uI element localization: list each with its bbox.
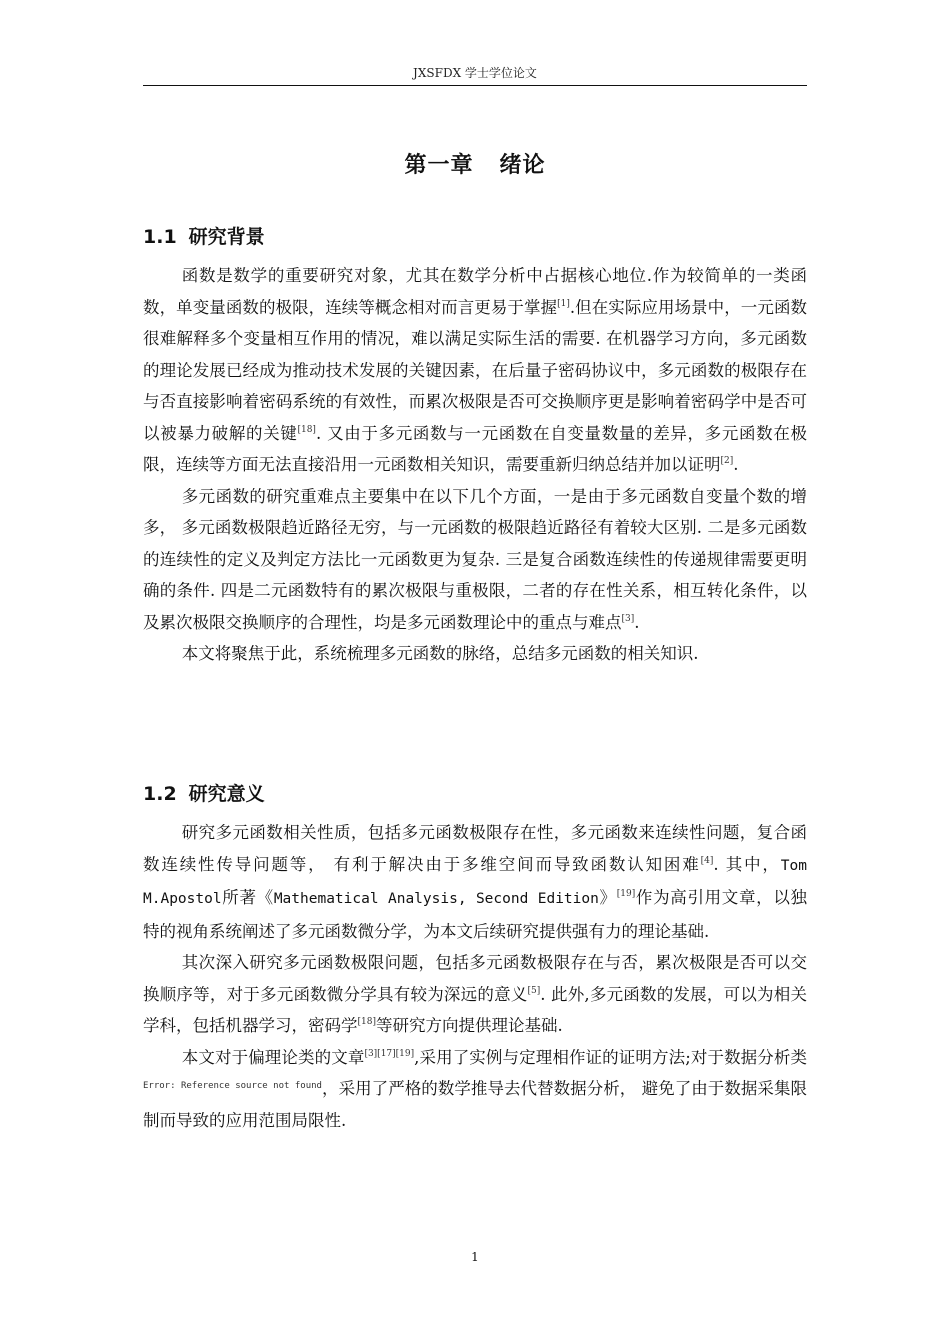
citation: [5] — [527, 985, 541, 996]
section-number: 1.2 — [143, 783, 177, 805]
text-run: 》 — [598, 888, 617, 907]
section-heading-1-1 — [143, 222, 265, 249]
text-run: . 此外,多元函数的发展，可以为相关学科，包括机器学习，密码学 — [143, 984, 807, 1035]
chapter-title — [143, 148, 807, 179]
section-1-2-body — [143, 817, 807, 1136]
broken-reference: Error: Reference source not found — [143, 1081, 322, 1091]
citation: [19] — [616, 889, 636, 899]
author-name: Tom M.Apostol — [143, 857, 807, 907]
text-run: 其次深入研究多元函数极限问题，包括多元函数极限存在与否，累次极限是否可以交换顺序等，对于多元函数微分学具有较为深远的意义 — [143, 953, 807, 1004]
citation: [4] — [700, 855, 714, 866]
header-rule — [143, 85, 807, 86]
text-run: ,采用了实例与定理相作证的证明方法;对于数据分析类 — [414, 1047, 807, 1067]
paragraph — [143, 1042, 807, 1137]
text-run: 所著《 — [221, 888, 274, 907]
citation: [1] — [557, 298, 570, 309]
text-run: . 又由于多元函数与一元函数在自变量数量的差异，多元函数在极限，连续等方面无法直接沿用一元函数相关知识，需要重新归纳总结并加以证明 — [143, 423, 807, 474]
page-number: 1 — [471, 1250, 479, 1264]
text-run: 研究多元函数相关性质，包括多元函数极限存在性，多元函数来连续性问题，复合函数连续性传导问题等， 有利于解决由于多维空间而导致函数认知困难 — [143, 823, 807, 874]
text-run: .但在实际应用场景中，一元函数很难解释多个变量相互作用的情况，难以满足实际生活的需要. 在机器学习方向，多元函数的理论发展已经成为推动技术发展的关键因素，在后量子密码协议中，多元函数的极限存在与否直接影响着密码系统的有效性，而累次极限是否可交换顺序更是影响着密码学中是否可以被暴力破解的关键 — [143, 297, 808, 443]
text-run: . — [634, 612, 640, 632]
citation: [2] — [720, 456, 734, 466]
paragraph — [143, 817, 807, 947]
section-title: 研究意义 — [188, 783, 265, 805]
text-run: 函数是数学的重要研究对象，尤其在数学分析中占据核心地位.作为较简单的一类函数，单变量函数的极限，连续等概念相对而言更易于掌握 — [143, 266, 807, 317]
text-run: . — [733, 455, 739, 474]
text-run: 作为高引用文章，以独特的视角系统阐述了多元函数微分学，为本文后续研究提供强有力的理论基础. — [143, 888, 808, 941]
chapter-number: 第一章 — [404, 153, 474, 178]
section-title: 研究背景 — [188, 226, 265, 248]
text-run: 本文对于偏理论类的文章 — [181, 1047, 365, 1067]
text-run: 多元函数的研究重难点主要集中在以下几个方面，一是由于多元函数自变量个数的增多， 多元函数极限趋近路径无穷，与一元函数的极限趋近路径有着较大区别. 二是多元函数的连续性的定义及判定方法比一元函数更为复杂. 三是复合函数连续性的传递规律需要更明确的条件. 四是二元函数特有的累次极限与重极限，二者的存在性关系，相互转化条件，以及累次极限交换顺序的合理性，均是多元函数理论中的重点与难点 — [143, 486, 807, 632]
text-run: ，采用了严格的数学推导去代替数据分析， 避免了由于数据采集限制而导致的应用范围局限性. — [143, 1079, 807, 1130]
citation: [3] — [621, 613, 635, 624]
paragraph: 本文将聚焦于此，系统梳理多元函数的脉络，总结多元函数的相关知识. — [181, 644, 699, 663]
paragraph — [143, 260, 807, 481]
text-run: . 其中， — [713, 854, 781, 874]
chapter-name: 绪论 — [499, 153, 546, 178]
running-header: JXSFDX 学士学位论文 — [413, 66, 537, 80]
text-run: 等研究方向提供理论基础. — [375, 1016, 563, 1035]
section-number: 1.1 — [143, 226, 177, 248]
section-1-1-body — [143, 260, 807, 670]
section-heading-1-2 — [143, 779, 265, 806]
paragraph — [143, 947, 807, 1042]
citation: [3][17][19] — [364, 1048, 415, 1059]
citation: [18] — [297, 424, 316, 435]
paragraph — [143, 481, 807, 639]
citation: [18] — [357, 1017, 376, 1027]
book-title: Mathematical Analysis, Second Edition — [273, 891, 599, 907]
